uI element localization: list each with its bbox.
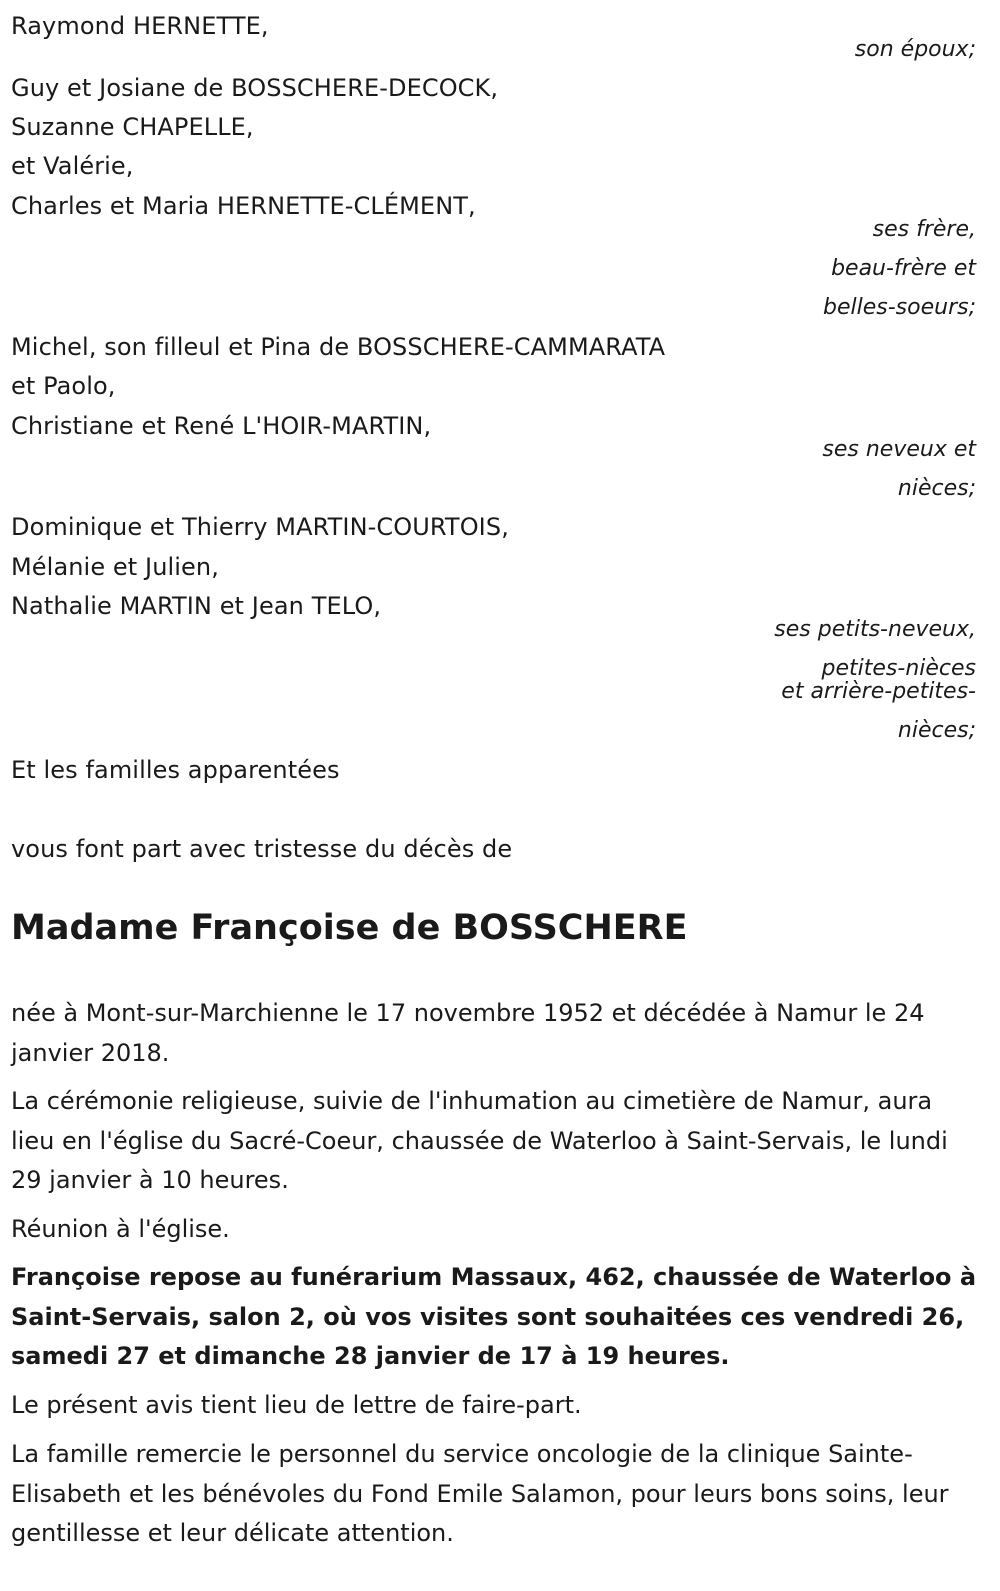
- deceased-name: Madame Françoise de BOSSCHERE: [11, 908, 688, 948]
- grand-nephews-relation: et arrière-petites-: [781, 679, 976, 704]
- grand-nephews-relation: ses petits-neveux,: [774, 617, 976, 642]
- sibling-name: et Valérie,: [11, 152, 134, 180]
- related-families: Et les familles apparentées: [11, 756, 340, 784]
- spouse-name: Raymond HERNETTE,: [11, 12, 269, 40]
- siblings-relation: beau-frère et: [831, 256, 976, 281]
- sibling-name: Guy et Josiane de BOSSCHERE-DECOCK,: [11, 74, 499, 102]
- birth-death-paragraph: née à Mont-sur-Marchienne le 17 novembre 1952 et décédée à Namur le 24 janvier 2018.: [11, 999, 925, 1067]
- grand-nephews-relation: petites-nièces: [821, 656, 976, 681]
- nephew-name: Christiane et René L'HOIR-MARTIN,: [11, 412, 432, 440]
- nephews-relation: nièces;: [897, 476, 976, 501]
- meeting-paragraph: Réunion à l'église.: [11, 1215, 230, 1243]
- nephew-name: et Paolo,: [11, 372, 116, 400]
- spouse-relation: son époux;: [854, 37, 976, 62]
- grand-nephews-relation: nièces;: [897, 718, 976, 743]
- nephew-name: Michel, son filleul et Pina de BOSSCHERE-CAMMARATA: [11, 333, 666, 361]
- nephews-relation: ses neveux et: [822, 437, 976, 462]
- ceremony-paragraph: La cérémonie religieuse, suivie de l'inhumation au cimetière de Namur, aura lieu en l'église du Sacré-Coeur, chaussée de Waterloo à Saint-Servais, le lundi 29 janvier à 10 heures.: [11, 1087, 948, 1194]
- announcement-text: vous font part avec tristesse du décès de: [11, 835, 513, 863]
- sibling-name: Suzanne CHAPELLE,: [11, 113, 254, 141]
- grand-nephew-name: Nathalie MARTIN et Jean TELO,: [11, 592, 382, 620]
- visitation-paragraph: Françoise repose au funérarium Massaux, 462, chaussée de Waterloo à Saint-Servais, salon 2, où vos visites sont souhaitées ces vendredi 26, samedi 27 et dimanche 28 janvier de 17 à 19 heures.: [11, 1263, 977, 1370]
- thanks-paragraph: La famille remercie le personnel du service oncologie de la clinique Sainte-Elisabeth et les bénévoles du Fond Emile Salamon, pour leurs bons soins, leur gentillesse et leur délicate attention.: [11, 1440, 949, 1547]
- siblings-relation: belles-soeurs;: [823, 295, 976, 320]
- siblings-relation: ses frère,: [872, 217, 976, 242]
- grand-nephew-name: Mélanie et Julien,: [11, 553, 219, 581]
- grand-nephew-name: Dominique et Thierry MARTIN-COURTOIS,: [11, 513, 509, 541]
- notice-paragraph: Le présent avis tient lieu de lettre de faire-part.: [11, 1391, 582, 1419]
- sibling-name: Charles et Maria HERNETTE-CLÉMENT,: [11, 192, 476, 220]
